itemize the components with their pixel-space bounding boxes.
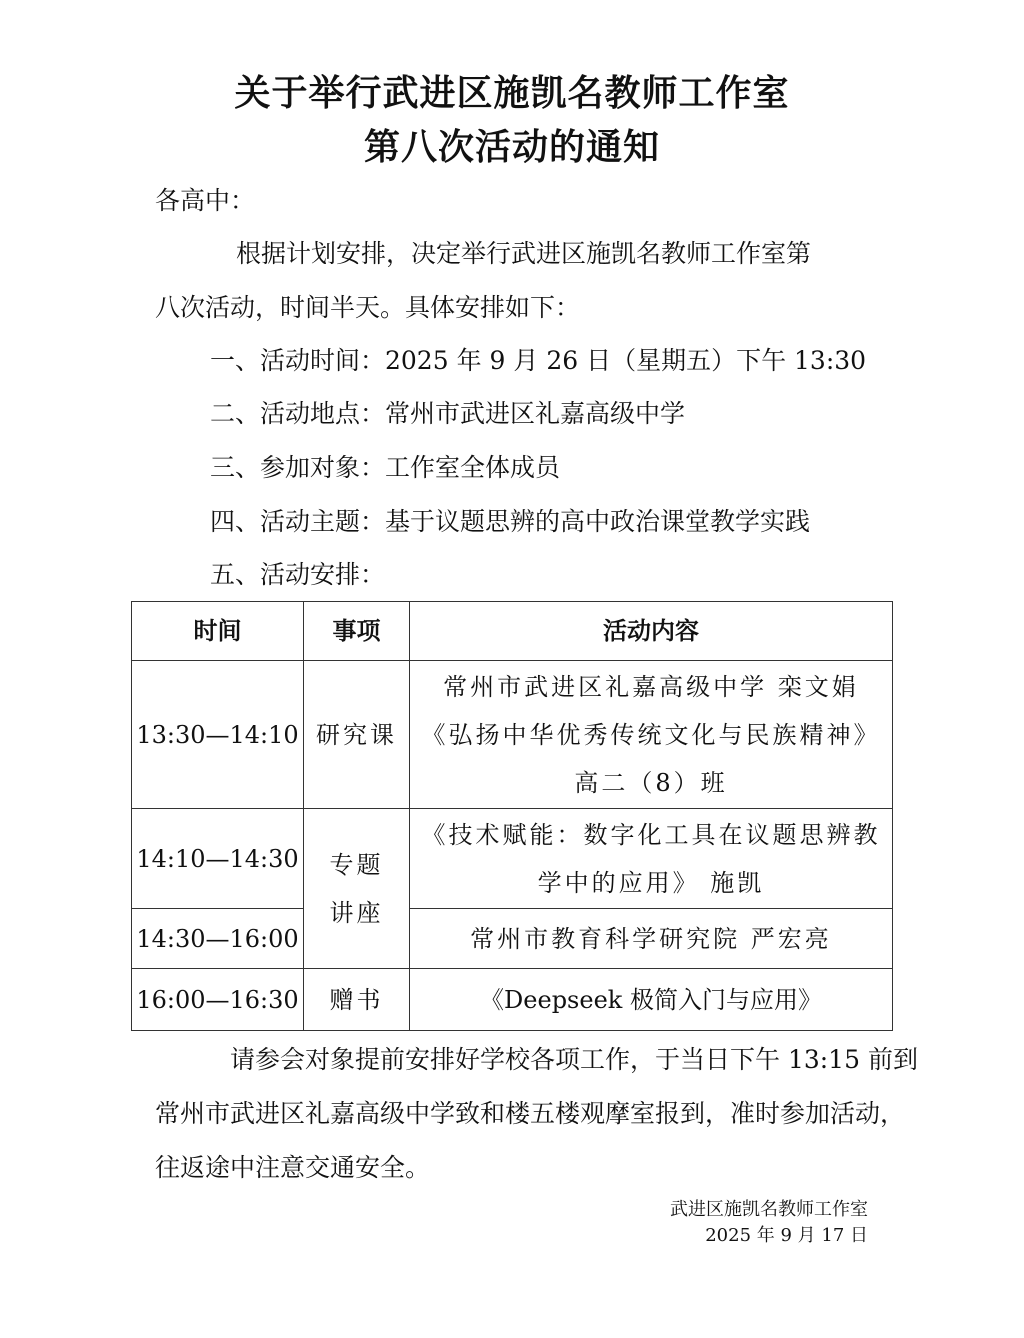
table-row	[132, 909, 893, 969]
table-row	[132, 809, 893, 909]
salutation: 各高中：	[155, 186, 256, 215]
item-attendees: 三、参加对象：工作室全体成员	[210, 453, 561, 482]
table-row	[132, 661, 893, 809]
row4-time: 16:00—16:30	[132, 969, 304, 1031]
merged-item-lecture	[304, 809, 410, 969]
signature-date: 2025 年 9 月 17 日	[705, 1225, 868, 1246]
merged-item-line2: 讲座	[329, 898, 384, 927]
row4-content: 《Deepseek 极简入门与应用》	[410, 969, 893, 1031]
item-activity-place: 二、活动地点：常州市武进区礼嘉高级中学	[210, 399, 686, 428]
table-row	[132, 969, 893, 1031]
row1-content-school: 常州市武进区礼嘉高级中学 栾文娟	[443, 672, 859, 701]
row2-time: 14:10—14:30	[132, 809, 304, 909]
closing-line1: 请参会对象提前安排好学校各项工作，于当日下午 13:15 前到	[230, 1045, 918, 1074]
row1-time: 13:30—14:10	[132, 661, 304, 809]
notice-title-line2: 第八次活动的通知	[363, 127, 660, 168]
intro-line2: 八次活动，时间半天。具体安排如下：	[155, 293, 581, 322]
row1-content	[410, 661, 893, 809]
header-item: 事项	[304, 602, 410, 661]
item-theme: 四、活动主题：基于议题思辨的高中政治课堂教学实践	[210, 507, 811, 536]
closing-line2: 常州市武进区礼嘉高级中学致和楼五楼观摩室报到，准时参加活动，	[155, 1099, 906, 1128]
row2-content	[410, 809, 893, 909]
header-content: 活动内容	[410, 602, 893, 661]
notice-title-line1: 关于举行武进区施凯名教师工作室	[234, 73, 790, 114]
row3-time: 14:30—16:00	[132, 909, 304, 969]
item-schedule-heading: 五、活动安排：	[210, 560, 386, 589]
closing-line3: 往返途中注意交通安全。	[155, 1153, 431, 1182]
row1-content-lesson: 《弘扬中华优秀传统文化与民族精神》	[421, 720, 881, 749]
row4-item: 赠书	[304, 969, 410, 1031]
table-header-row	[132, 602, 893, 661]
row1-content-class: 高二（8）班	[574, 768, 728, 797]
row3-content: 常州市教育科学研究院 严宏亮	[410, 909, 893, 969]
row2-content-line1: 《技术赋能：数字化工具在议题思辨教	[421, 820, 881, 849]
schedule-table	[131, 601, 893, 1031]
row2-content-line2: 学中的应用》 施凯	[537, 868, 765, 897]
signature-org: 武进区施凯名教师工作室	[670, 1199, 868, 1220]
header-time: 时间	[132, 602, 304, 661]
intro-line1: 根据计划安排，决定举行武进区施凯名教师工作室第	[236, 239, 812, 268]
item-activity-time: 一、活动时间：2025 年 9 月 26 日（星期五）下午 13:30	[210, 346, 867, 375]
merged-item-line1: 专题	[329, 850, 384, 879]
row1-item: 研究课	[304, 661, 410, 809]
